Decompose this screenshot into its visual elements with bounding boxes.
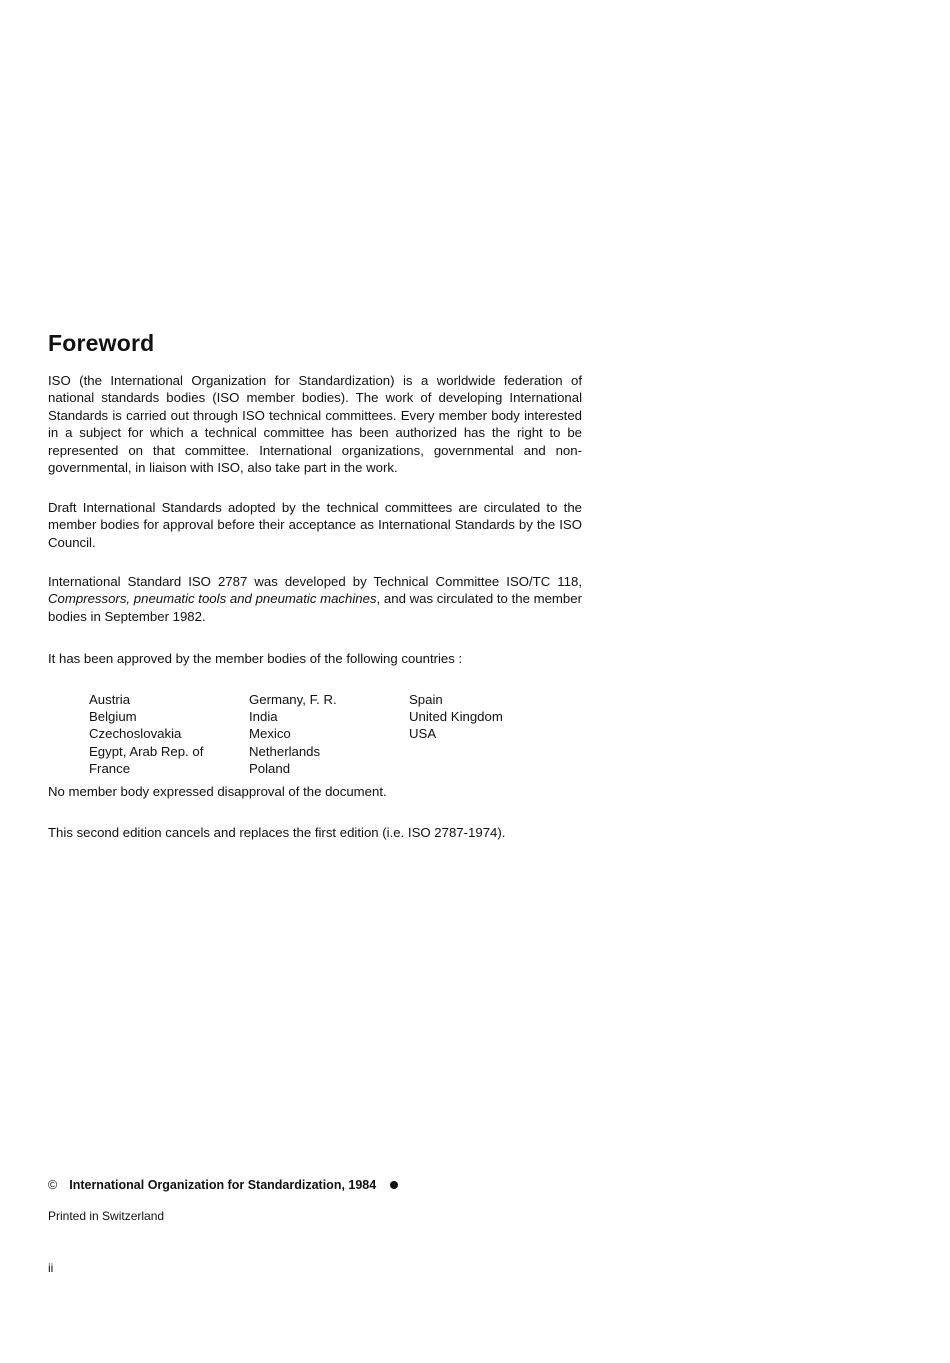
foreword-paragraph-iso-description: ISO (the International Organization for Standardization) is a worldwide federation of national standards bodies (ISO member bodies). The work of developing International Standards is carried out through ISO technical committees. Every member body interested in a subject for which a technical committee has been authorized has the right to be represented on that committee. International organizations, governmental and non-governmental, in liaison with ISO, also take part in the work. xyxy=(48,373,582,476)
country-item: France xyxy=(89,760,131,776)
country-item: Poland xyxy=(249,760,291,776)
approving-countries-list xyxy=(89,691,569,777)
copyright-symbol: © xyxy=(48,1178,58,1192)
country-item: United Kingdom xyxy=(409,709,503,725)
country-item: Belgium xyxy=(89,709,137,725)
country-item: India xyxy=(249,709,278,725)
foreword-paragraph-development xyxy=(48,573,582,625)
country-column-3 xyxy=(409,691,569,777)
page-number: ii xyxy=(48,1261,54,1275)
country-item: Austria xyxy=(89,692,131,707)
country-item: Netherlands xyxy=(249,743,321,759)
development-text-end: , and was circulated to the member bodies in September 1982. xyxy=(48,591,582,624)
copyright-text: International Organization for Standardization, 1984 xyxy=(69,1178,377,1192)
bullet-icon xyxy=(390,1181,398,1189)
printed-location: Printed in Switzerland xyxy=(48,1209,165,1223)
country-item: Egypt, Arab Rep. of xyxy=(89,743,204,759)
copyright-line xyxy=(48,1178,398,1192)
country-column-1 xyxy=(89,691,249,777)
page-title: Foreword xyxy=(48,330,155,356)
committee-title: Compressors, pneumatic tools and pneumatic machines xyxy=(48,591,377,607)
development-text-start: International Standard ISO 2787 was developed by Technical Committee ISO/TC 118, xyxy=(48,574,582,589)
country-column-2 xyxy=(249,691,409,777)
country-item: Spain xyxy=(409,692,443,707)
edition-note: This second edition cancels and replaces the first edition (i.e. ISO 2787-1974). xyxy=(48,825,506,840)
country-item: USA xyxy=(409,726,437,742)
country-item: Czechoslovakia xyxy=(89,726,182,742)
country-item: Germany, F. R. xyxy=(249,692,337,707)
country-item: Mexico xyxy=(249,726,291,742)
foreword-paragraph-draft-standards: Draft International Standards adopted by the technical committees are circulated to the member bodies for approval before their acceptance as International Standards by the ISO Council. xyxy=(48,500,582,550)
disapproval-note: No member body expressed disapproval of the document. xyxy=(48,784,387,799)
approval-intro: It has been approved by the member bodies of the following countries : xyxy=(48,651,463,666)
